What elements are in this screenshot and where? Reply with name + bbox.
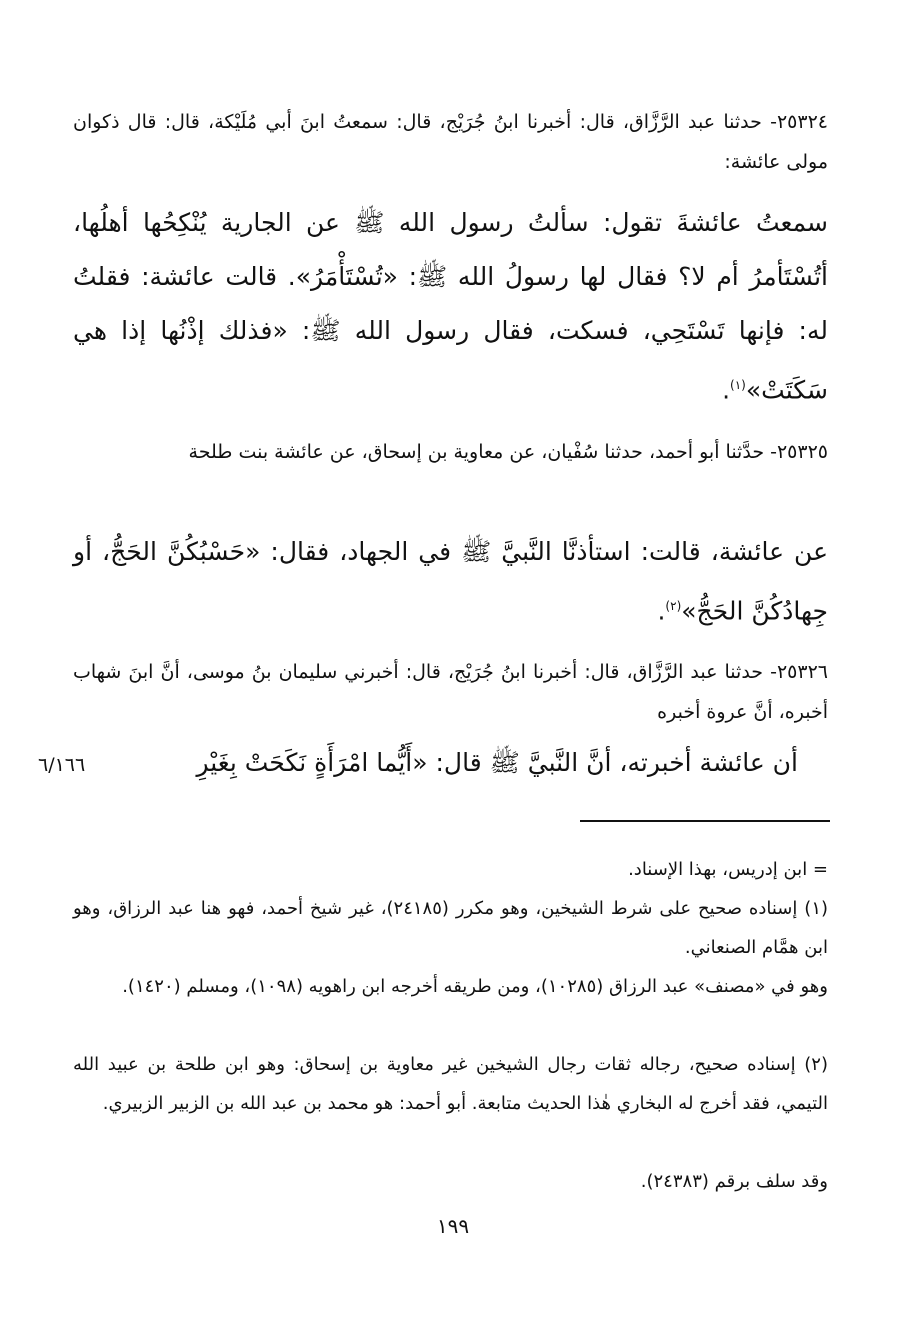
hadith-isnad-25325: ٢٥٣٢٥- حدَّثنا أبو أحمد، حدثنا سُفْيان، عن معاوية بن إسحاق، عن عائشة بنت طلحة	[188, 441, 828, 463]
footnote-ref-1: (١)	[730, 378, 746, 392]
margin-volume-page-reference: ٦/١٦٦	[38, 754, 86, 776]
hadith-matn-25325: عن عائشة، قالت: استأذنَّا النَّبيَّ ﷺ في الجهاد، فقال: «حَسْبُكُنَّ الحَجُّ، أو جِهادُكُنَّ الحَجُّ»$^{(٢)}$.	[73, 537, 828, 626]
footnote-2-crossref: وقد سلف برقم (٢٤٣٨٣).	[640, 1171, 828, 1192]
footnote-continuation: = ابن إدريس، بهذا الإسناد.	[628, 859, 828, 880]
footnote-separator	[580, 820, 830, 822]
footnote-2: (٢) إسناده صحيح، رجاله ثقات رجال الشيخين غير معاوية بن إسحاق: وهو ابن طلحة بن عبيد الله التيمي، فقد أخرج له البخاري هٰذا الحديث متابعة. أبو أحمد: هو محمد بن عبد الله بن الزبير الزبيري.	[73, 1054, 828, 1114]
footnote-ref-2: (٢)	[665, 599, 682, 613]
hadith-isnad-25326: ٢٥٣٢٦- حدثنا عبد الرَّزَّاق، قال: أخبرنا ابنُ جُرَيْج، قال: أخبرني سليمان بنُ موسى، أنَّ ابنَ شهاب أخبره، أنَّ عروة أخبره	[73, 661, 828, 723]
hadith-matn-25324: سمعتُ عائشةَ تقول: سألتُ رسول الله ﷺ عن الجارية يُنْكِحُها أهلُها، أتُسْتَأمرُ أم لا؟ فقال لها رسولُ الله ﷺ: «تُسْتَأْمَرُ». قالت عائشة: فقلتُ له: فإنها تَسْتَحِي، فسكت، فقال رسول الله ﷺ: «فذلك إذْنُها إذا هي سَكَتَتْ»$^{(١)}$.	[73, 208, 828, 405]
page-number: ١٩٩	[436, 1214, 470, 1238]
hadith-isnad-25324: ٢٥٣٢٤- حدثنا عبد الرَّزَّاق، قال: أخبرنا ابنُ جُرَيْج، قال: سمعتُ ابنَ أبي مُلَيْكة، قال: قال ذكوان مولى عائشة:	[73, 111, 828, 173]
footnote-1: (١) إسناده صحيح على شرط الشيخين، وهو مكرر (٢٤١٨٥)، غير شيخ أحمد، فهو هنا عبد الرزاق، وهو ابن همَّام الصنعاني.	[73, 898, 829, 958]
hadith-matn-25326: أن عائشة أخبرته، أنَّ النَّبيَّ ﷺ قال: «أَيُّما امْرَأَةٍ نَكَحَتْ بِغَيْرِ	[196, 748, 798, 777]
footnote-1-source: وهو في «مصنف» عبد الرزاق (١٠٢٨٥)، ومن طريقه أخرجه ابن راهويه (١٠٩٨)، ومسلم (١٤٢٠).	[122, 976, 828, 997]
